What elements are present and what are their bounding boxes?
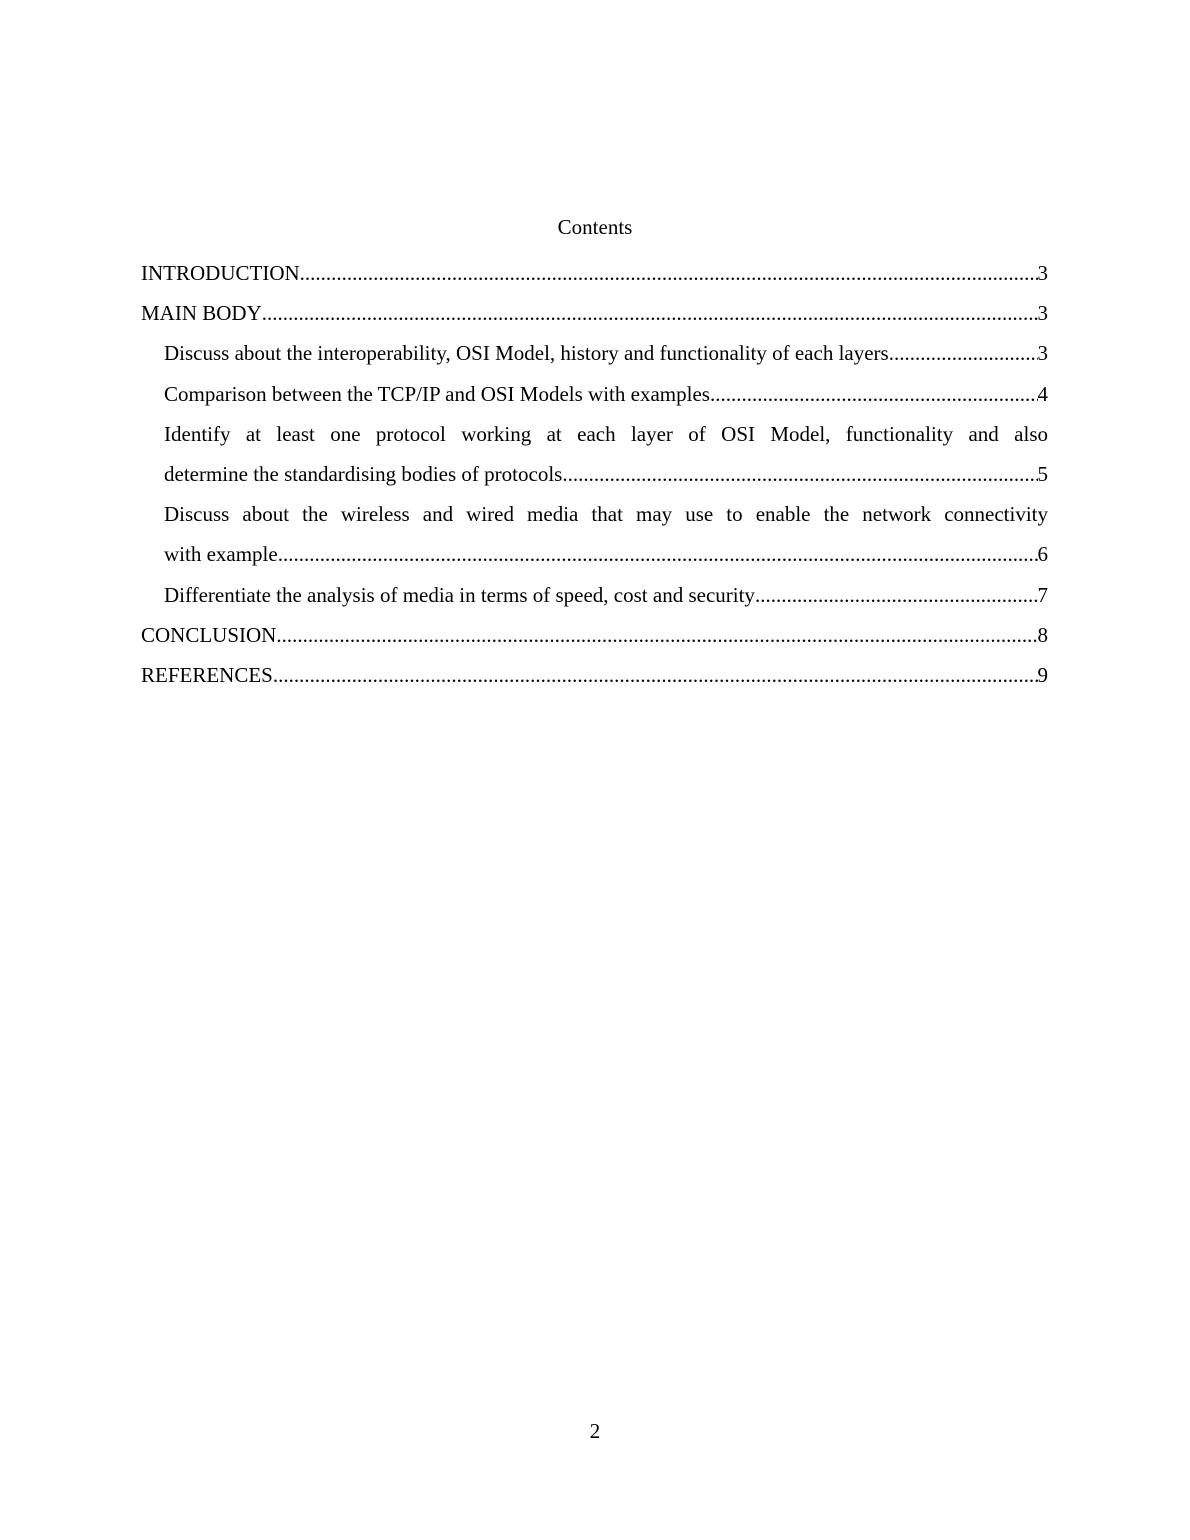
dot-leader [710,374,1038,414]
toc-entry-label-line1: Discuss about the wireless and wired media that may use to enable the network connectivity [164,502,1048,527]
toc-entry-label: INTRODUCTION [141,261,300,285]
toc-entry-label: MAIN BODY [141,301,262,326]
table-of-contents [141,253,1048,695]
toc-entry-label-line1: Identify at least one protocol working at each layer of OSI Model, functionality and also [164,421,1048,446]
toc-entry-page: 9 [1037,663,1048,688]
toc-entry-differentiate[interactable] [141,575,1048,615]
toc-entry-label: REFERENCES [141,663,273,688]
toc-entry-page: 3 [1037,341,1048,366]
page-number: 2 [589,1419,601,1443]
toc-entry-page: 5 [1037,462,1048,487]
dot-leader [889,333,1038,373]
toc-entry-media[interactable] [141,494,1048,574]
toc-entry-protocols[interactable] [141,414,1048,494]
toc-heading: Contents [557,215,633,239]
toc-entry-label: CONCLUSION [141,622,277,647]
dot-leader [273,655,1038,695]
toc-entry-introduction[interactable] [141,253,1048,293]
toc-entry-label: Discuss about the interoperability, OSI Model, history and functionality of each layers [164,341,889,366]
dot-leader [562,454,1037,494]
dot-leader [755,575,1038,615]
dot-leader [300,253,1038,293]
toc-entry-conclusion[interactable] [141,615,1048,655]
toc-entry-label-line2: with example [164,542,278,567]
dot-leader [262,293,1038,333]
toc-entry-references[interactable] [141,655,1048,695]
toc-entry-page: 3 [1037,261,1048,285]
toc-entry-page: 3 [1037,301,1048,326]
toc-entry-page: 4 [1037,381,1048,406]
toc-entry-interoperability[interactable] [141,333,1048,373]
dot-leader [278,534,1038,574]
toc-entry-label-line2: determine the standardising bodies of protocols [164,462,563,487]
dot-leader [276,615,1037,655]
toc-entry-label: Differentiate the analysis of media in terms of speed, cost and security [164,582,755,607]
toc-entry-label: Comparison between the TCP/IP and OSI Models with examples [164,381,710,406]
toc-entry-page: 8 [1037,622,1048,647]
toc-entry-page: 6 [1037,542,1048,567]
toc-entry-main-body[interactable] [141,293,1048,333]
toc-entry-comparison[interactable] [141,374,1048,414]
toc-entry-page: 7 [1037,582,1048,607]
